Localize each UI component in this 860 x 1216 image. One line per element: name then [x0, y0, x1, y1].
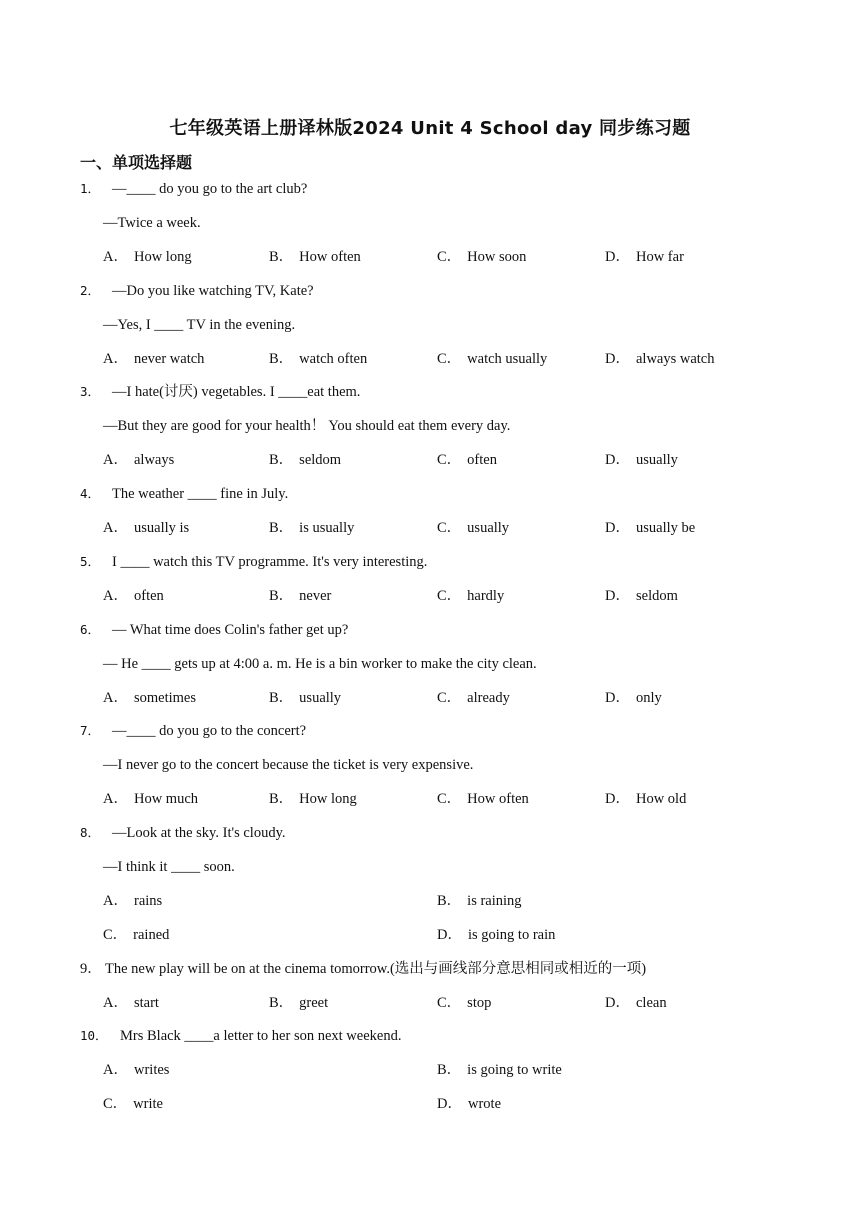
option-text: start	[133, 994, 159, 1011]
option-letter: D．	[605, 452, 630, 469]
question-1	[80, 172, 780, 274]
question-10	[80, 1019, 780, 1121]
option-letter: B．	[269, 587, 294, 604]
option-letter: D．	[605, 791, 630, 808]
option-text: seldom	[635, 587, 678, 604]
option-letter: C．	[437, 350, 462, 367]
options-row	[80, 579, 780, 613]
option-letter: B．	[437, 892, 462, 909]
question-5	[80, 545, 780, 613]
option-letter: B．	[269, 350, 294, 367]
option-text: only	[635, 689, 662, 706]
option-c[interactable]	[437, 782, 529, 816]
option-c[interactable]	[103, 918, 169, 952]
option-letter: D．	[605, 249, 630, 265]
options-row	[80, 443, 780, 477]
option-text: usually is	[133, 520, 190, 537]
option-letter: C．	[103, 1096, 128, 1113]
option-text: sometimes	[133, 689, 197, 706]
question-dialogue-line: —But they are good for your health！ You should eat them every day.	[103, 418, 511, 435]
option-c[interactable]	[437, 681, 510, 715]
option-letter: A．	[103, 994, 128, 1011]
option-a[interactable]	[103, 511, 189, 545]
question-dialogue-line: —I never go to the concert because the ticket is very expensive.	[103, 757, 474, 774]
option-c[interactable]	[437, 240, 526, 274]
option-text: clean	[635, 994, 667, 1011]
option-letter: B．	[269, 689, 294, 706]
question-8	[80, 816, 780, 952]
option-letter: B．	[269, 791, 294, 808]
option-letter: B．	[437, 1062, 462, 1079]
question-stem: Mrs Black ____a letter to her son next weekend.	[120, 1028, 402, 1045]
option-a[interactable]	[103, 1053, 169, 1087]
options-row	[80, 884, 780, 918]
option-c[interactable]	[103, 1087, 163, 1121]
option-text: watch often	[299, 350, 368, 367]
option-d[interactable]	[605, 511, 695, 545]
section-title: 一、单项选择题	[80, 153, 193, 172]
option-c[interactable]	[437, 342, 547, 376]
question-stem-line	[80, 375, 780, 409]
option-d[interactable]	[605, 240, 684, 274]
option-letter: B．	[269, 452, 294, 469]
option-d[interactable]	[605, 681, 662, 715]
options-row	[80, 1053, 780, 1087]
option-d[interactable]	[437, 918, 555, 952]
option-text: always	[133, 452, 175, 469]
option-b[interactable]	[269, 986, 328, 1020]
option-text: stop	[467, 994, 492, 1011]
option-text: is going to rain	[467, 926, 556, 943]
option-a[interactable]	[103, 342, 204, 376]
option-b[interactable]	[269, 579, 331, 613]
option-c[interactable]	[437, 579, 504, 613]
option-letter: A．	[103, 1062, 128, 1079]
question-stem-line	[80, 477, 780, 511]
option-b[interactable]	[437, 1053, 562, 1087]
option-b[interactable]	[269, 443, 341, 477]
option-text: watch usually	[467, 350, 548, 367]
question-number: 8．	[80, 824, 101, 840]
question-stem-line	[80, 952, 780, 986]
options-row	[80, 511, 780, 545]
option-letter: A．	[103, 791, 128, 808]
option-text: How long	[299, 791, 357, 808]
question-stem: —____ do you go to the art club?	[112, 181, 308, 197]
option-text: How often	[299, 249, 361, 265]
option-letter: C．	[437, 587, 462, 604]
option-a[interactable]	[103, 884, 162, 918]
option-letter: B．	[269, 520, 294, 537]
option-letter: A．	[103, 587, 128, 604]
question-stem: —I hate(讨厌) vegetables. I ____eat them.	[112, 384, 361, 401]
option-letter: D．	[437, 926, 462, 943]
question-stem-line	[80, 172, 780, 206]
option-text: is going to write	[467, 1062, 562, 1079]
question-stem: The weather ____ fine in July.	[112, 486, 289, 503]
option-letter: C．	[437, 689, 462, 706]
option-a[interactable]	[103, 443, 174, 477]
option-letter: D．	[437, 1096, 462, 1113]
options-row	[80, 986, 780, 1020]
option-letter: D．	[605, 520, 630, 537]
option-letter: A．	[103, 689, 128, 706]
question-9	[80, 952, 780, 1020]
option-b[interactable]	[269, 511, 354, 545]
option-letter: D．	[605, 350, 630, 367]
question-2	[80, 274, 780, 376]
option-letter: C．	[103, 926, 128, 943]
options-row	[80, 681, 780, 715]
option-text: hardly	[467, 587, 505, 604]
question-number: 5．	[80, 553, 101, 569]
options-row	[80, 240, 780, 274]
option-text: never	[299, 587, 332, 604]
question-number: 10．	[80, 1028, 108, 1044]
option-text: is usually	[299, 520, 355, 537]
question-3	[80, 375, 780, 477]
option-a[interactable]	[103, 782, 198, 816]
option-letter: C．	[437, 452, 462, 469]
option-a[interactable]	[103, 579, 164, 613]
option-a[interactable]	[103, 240, 192, 274]
question-stem-line	[80, 545, 780, 579]
option-text: usually be	[635, 520, 696, 537]
document-title: 七年级英语上册译林版2024 Unit 4 School day 同步练习题	[169, 118, 691, 139]
option-text: is raining	[467, 892, 522, 909]
options-row	[80, 342, 780, 376]
option-text: How old	[635, 791, 687, 808]
question-stem: I ____ watch this TV programme. It's very interesting.	[112, 553, 428, 570]
option-text: How far	[635, 249, 684, 265]
options-row	[80, 918, 780, 952]
options-row	[80, 782, 780, 816]
option-letter: B．	[269, 249, 294, 265]
option-c[interactable]	[437, 443, 497, 477]
option-text: wrote	[467, 1096, 501, 1113]
option-text: usually	[467, 520, 510, 537]
question-stem: —Do you like watching TV, Kate?	[112, 282, 314, 299]
question-number: 7．	[80, 723, 101, 739]
option-b[interactable]	[437, 884, 522, 918]
question-dialogue-line: —Yes, I ____ TV in the evening.	[103, 316, 296, 333]
option-text: usually	[635, 452, 678, 469]
option-d[interactable]	[437, 1087, 501, 1121]
options-row	[80, 1087, 780, 1121]
option-d[interactable]	[605, 782, 686, 816]
question-dialogue-line: — He ____ gets up at 4:00 a. m. He is a bin worker to make the city clean.	[103, 655, 537, 672]
option-letter: A．	[103, 452, 128, 469]
option-text: always watch	[635, 350, 715, 367]
option-b[interactable]	[269, 240, 361, 274]
option-letter: D．	[605, 587, 630, 604]
question-number: 1．	[80, 181, 101, 196]
option-letter: A．	[103, 520, 128, 537]
option-text: rains	[133, 892, 163, 909]
question-number: 9．	[80, 960, 102, 977]
question-stem: The new play will be on at the cinema tomorrow.(选出与画线部分意思相同或相近的一项)	[105, 960, 647, 977]
option-text: write	[133, 1096, 163, 1113]
option-b[interactable]	[269, 342, 367, 376]
question-6	[80, 613, 780, 715]
option-letter: A．	[103, 350, 128, 367]
option-letter: C．	[437, 520, 462, 537]
question-number: 3．	[80, 384, 101, 400]
option-letter: D．	[605, 994, 630, 1011]
option-text: already	[467, 689, 510, 706]
option-text: How long	[133, 249, 192, 265]
option-text: How often	[467, 791, 529, 808]
question-dialogue-line: —I think it ____ soon.	[103, 858, 235, 875]
option-b[interactable]	[269, 782, 357, 816]
option-a[interactable]	[103, 681, 196, 715]
question-stem-line	[80, 1019, 780, 1053]
option-d[interactable]	[605, 986, 667, 1020]
option-text: usually	[299, 689, 342, 706]
option-text: often	[133, 587, 164, 604]
option-letter: D．	[605, 689, 630, 706]
question-stem-line	[80, 816, 780, 850]
option-text: never watch	[133, 350, 205, 367]
question-stem-line	[80, 274, 780, 308]
option-letter: A．	[103, 249, 128, 265]
option-text: How soon	[467, 249, 527, 265]
question-stem: —____ do you go to the concert?	[112, 723, 307, 740]
option-text: rained	[133, 926, 170, 943]
option-letter: A．	[103, 892, 128, 909]
option-letter: B．	[269, 994, 294, 1011]
option-b[interactable]	[269, 681, 341, 715]
option-letter: C．	[437, 791, 462, 808]
option-d[interactable]	[605, 579, 678, 613]
option-text: How much	[133, 791, 199, 808]
question-dialogue-line: —Twice a week.	[103, 215, 201, 231]
question-stem: —Look at the sky. It's cloudy.	[112, 824, 286, 841]
question-stem-line	[80, 714, 780, 748]
option-a[interactable]	[103, 986, 159, 1020]
question-stem: — What time does Colin's father get up?	[112, 621, 349, 638]
option-letter: C．	[437, 994, 462, 1011]
question-4	[80, 477, 780, 545]
option-d[interactable]	[605, 443, 678, 477]
option-text: greet	[299, 994, 329, 1011]
option-c[interactable]	[437, 511, 509, 545]
question-number: 4．	[80, 486, 101, 502]
option-letter: C．	[437, 249, 462, 265]
option-c[interactable]	[437, 986, 491, 1020]
question-stem-line	[80, 613, 780, 647]
question-number: 6．	[80, 621, 101, 637]
question-7	[80, 714, 780, 816]
question-number: 2．	[80, 282, 101, 298]
option-text: writes	[133, 1062, 170, 1079]
option-text: seldom	[299, 452, 342, 469]
option-d[interactable]	[605, 342, 715, 376]
option-text: often	[467, 452, 497, 469]
